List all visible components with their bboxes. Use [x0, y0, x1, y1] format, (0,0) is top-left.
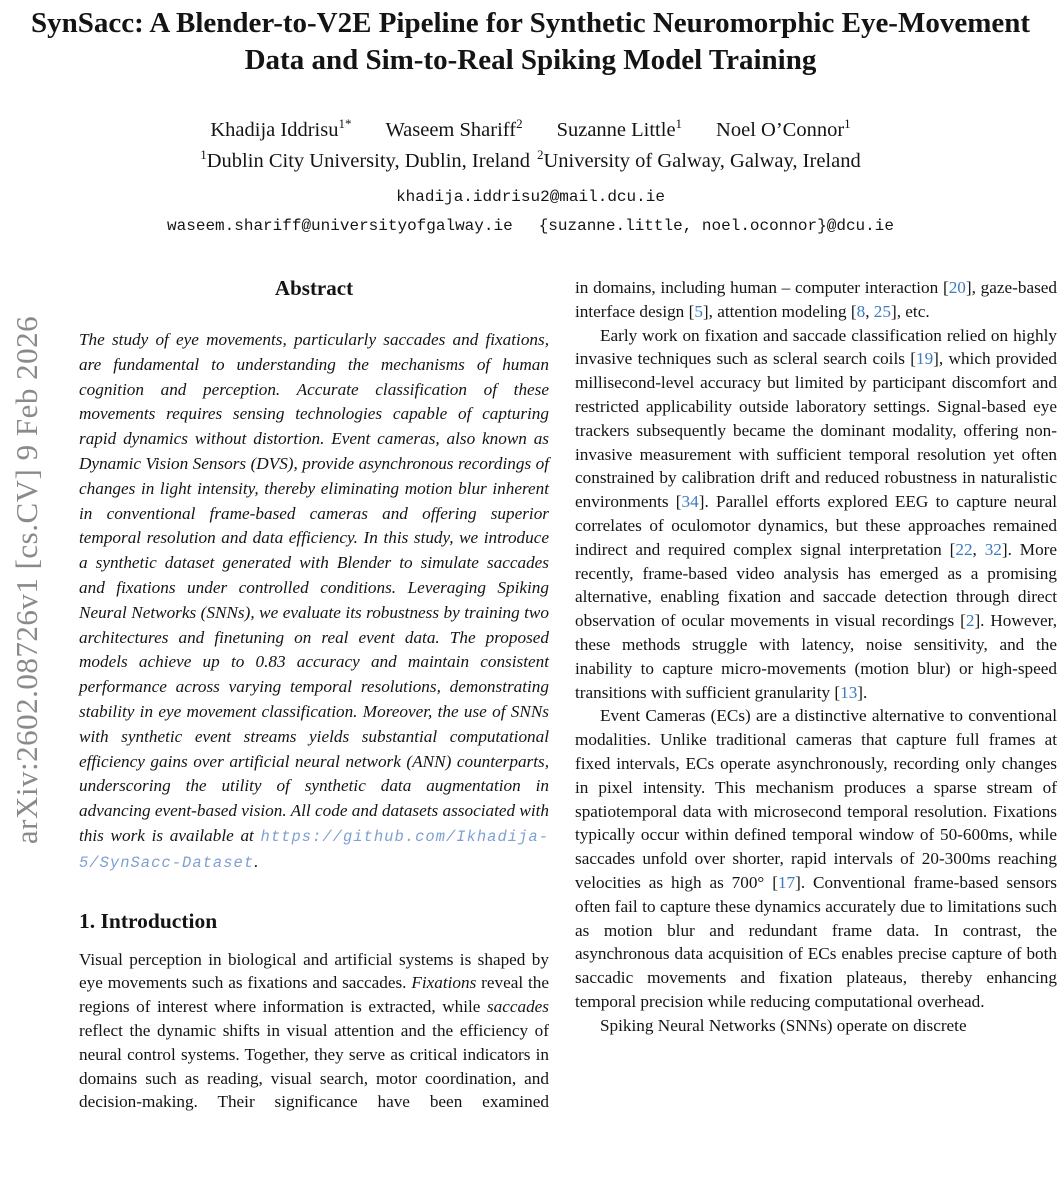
fixations-emphasis: Fixations	[411, 973, 477, 993]
email-primary: khadija.iddrisu2@mail.dcu.ie	[396, 187, 665, 206]
email-group: {suzanne.little, noel.oconnor}@dcu.ie	[538, 216, 894, 235]
author-2-affiliation-mark: 2	[516, 116, 523, 131]
author-1-affiliation-mark: 1*	[338, 116, 352, 131]
citation-link[interactable]: 13	[840, 682, 858, 702]
author-3-affiliation-mark: 1	[675, 116, 683, 131]
author-list	[0, 116, 1061, 142]
right-column	[575, 276, 1057, 1038]
affiliation-2: $^2$University of Galway, Galway, Ireland	[536, 146, 861, 172]
author-3: Suzanne Little$^1$	[556, 116, 683, 141]
citation-link[interactable]: 17	[777, 872, 796, 892]
affiliation-list	[0, 147, 1061, 173]
intro-paragraph-1: Visual perception in biological and artificial systems is shaped by eye movements such as fixations and saccades. Fixations reveal the regions of interest where information is extracted, while saccades reflect the dynamic shifts in visual attention and the efficiency of neural control systems. Together, they serve as critical indicators in domains such as reading, visual search, motor coordination, and decision-making. Their significance have been examined	[79, 949, 549, 1112]
title-line-1: SynSacc: A Blender-to-V2E Pipeline for Synthetic Neuromorphic Eye-Movement	[30, 7, 1031, 39]
intro-paragraph-3: Event Cameras (ECs) are a distinctive alternative to conventional modalities. Unlike traditional cameras that capture full frames at fixed intervals, ECs operate asynchronously, recording only changes in pixel intensity. This mechanism produces a sparse stream of spatiotemporal data with microsecond temporal resolution. Fixations typically occur within defined temporal window of 50-600ms, while saccades unfold over shorter, rapid intervals of 20-300ms reaching velocities as high as 700° [17]. Conventional frame-based sensors often fail to capture these dynamics accurately due to limitations such as motion blur and redundant frame data. In contrast, the asynchronous data acquisition of ECs enables precise capture of both saccadic movements and fixation plateaus, thereby enhancing temporal precision while reducing computational overhead.	[575, 706, 1057, 1011]
citation-link[interactable]: 2	[965, 611, 975, 631]
citation-link[interactable]: 25	[873, 301, 891, 321]
dataset-url-link[interactable]: https://github.com/Ikhadija-5/SynSacc-Dataset	[79, 827, 549, 872]
author-4-affiliation-mark: 1	[844, 116, 851, 131]
author-4: Noel O’Connor$^1$	[716, 116, 851, 141]
email-waseem: waseem.shariff@universityofgalway.ie	[167, 216, 513, 235]
author-2: Waseem Shariff$^2$	[385, 116, 523, 141]
title-line-2: Data and Sim-to-Real Spiking Model Training	[244, 44, 817, 76]
citation-link[interactable]: 20	[948, 278, 966, 297]
citation-link[interactable]: 34	[681, 492, 699, 512]
paper-title	[0, 0, 1061, 79]
paper-header	[0, 0, 1061, 235]
citation-link[interactable]: 32	[984, 539, 1002, 559]
citation-link[interactable]: 5	[694, 301, 703, 321]
arxiv-watermark: arXiv:2602.08726v1 [cs.CV] 9 Feb 2026	[9, 315, 44, 845]
section-1-heading: 1. Introduction	[79, 908, 218, 933]
intro-paragraph-2: Early work on fixation and saccade classification relied on highly invasive techniques such as scleral search coils [19], which provided millisecond-level accuracy but limited by participant discomfort and restricted applicability outside laboratory settings. Signal-based eye trackers subsequently became the dominant modality, offering non-invasive measurement with sufficient temporal resolution yet often constrained by calibration drift and reduced robustness in naturalistic environments [34]. Parallel efforts explored EEG to capture neural correlates of oculomotor dynamics, but these approaches remained indirect and required complex signal interpretation [22, 32]. More recently, frame-based video analysis has emerged as a promising alternative, enabling fixation and saccade detection through direct observation of ocular movements in visual recordings [2]. However, these methods struggle with latency, noise sensitivity, and the inability to capture micro-movements (motion blur) or high-speed transitions with sufficient granularity [13].	[575, 325, 1058, 702]
citation-link[interactable]: 8	[856, 301, 866, 321]
email-secondary	[0, 217, 1061, 235]
abstract-heading: Abstract	[274, 276, 354, 300]
left-column	[79, 276, 549, 1114]
intro-paragraph-1-continued: in domains, including human – computer interaction [20], gaze-based interface design [5], attention modeling [8, 25], etc.	[575, 278, 1057, 321]
intro-paragraph-4: Spiking Neural Networks (SNNs) operate on discrete	[600, 1015, 967, 1035]
abstract-text	[79, 328, 549, 876]
citation-link[interactable]: 19	[915, 349, 934, 369]
saccades-emphasis: saccades	[486, 997, 549, 1017]
author-1: Khadija Iddrisu$^{1*}$	[210, 116, 352, 141]
abstract-period: .	[254, 851, 259, 871]
affiliation-1: $^1$Dublin City University, Dublin, Ireland	[200, 146, 530, 172]
citation-link[interactable]: 22	[955, 539, 973, 559]
abstract-body: The study of eye movements, particularly saccades and fixations, are fundamental to understanding the mechanisms of human cognition and perception. Accurate classification of these movements requires sensing technologies capable of capturing rapid dynamics without distortion. Event cameras, also known as Dynamic Vision Sensors (DVS), provide asynchronous recordings of changes in light intensity, thereby eliminating motion blur inherent in conventional frame-based cameras and offering superior temporal resolution and data efficiency. In this study, we introduce a synthetic dataset generated with Blender to simulate saccades and fixations under controlled conditions. Leveraging Spiking Neural Networks (SNNs), we evaluate its robustness by training two architectures and finetuning on real event data. The proposed models achieve up to 0.83 accuracy and maintain consistent performance across varying temporal resolutions, demonstrating stability in eye movement classification. Moreover, the use of SNNs with synthetic event streams yields substantial computational efficiency gains over artificial neural network (ANN) counterparts, underscoring the utility of synthetic data augmentation in advancing event-based vision. All code and datasets associated with this work is available at	[79, 330, 549, 845]
